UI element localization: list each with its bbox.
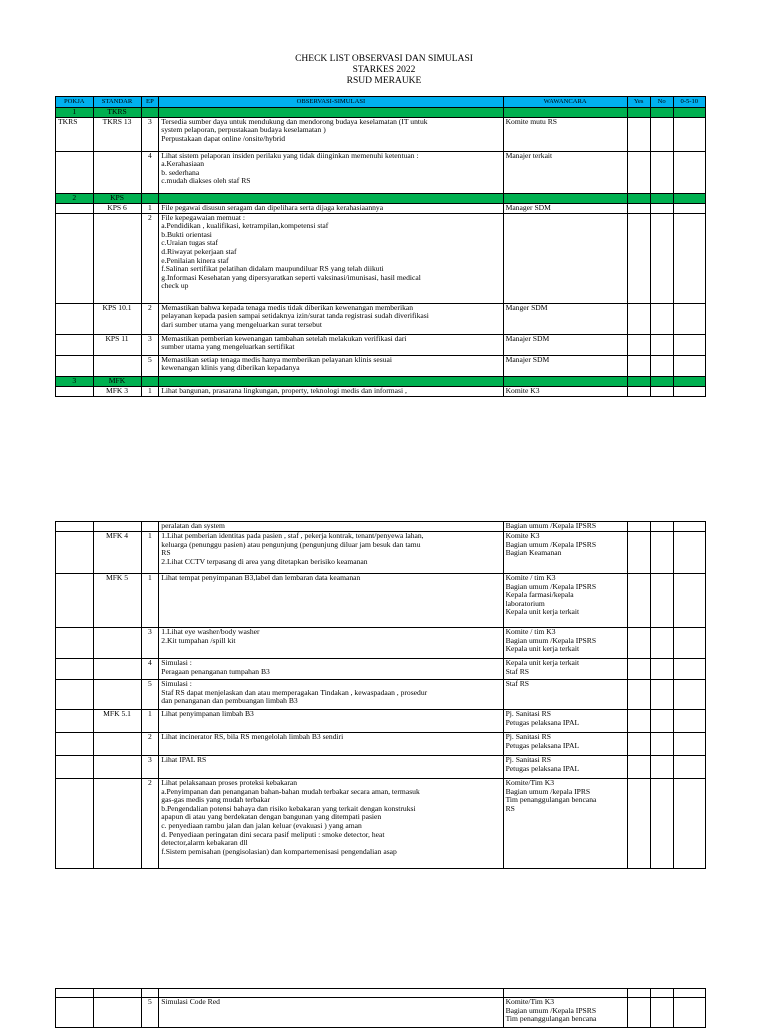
title-line-2: STARKES 2022 (352, 65, 416, 75)
ep-cell: 5 (141, 998, 159, 1028)
score-cell[interactable] (673, 355, 705, 376)
yes-checkbox-cell[interactable] (627, 779, 650, 869)
yes-checkbox-cell[interactable] (627, 628, 650, 659)
table-row (56, 213, 706, 303)
yes-checkbox-cell[interactable] (627, 756, 650, 779)
observasi-cell (159, 117, 503, 151)
observasi-cell: peralatan dan system (159, 522, 503, 532)
observasi-cell (159, 680, 503, 710)
section-number: 2 (56, 193, 94, 203)
observasi-cell: File pegawai disusun seragam dan dipelihara serta dijaga kerahasiaannya (159, 203, 503, 213)
section-row-kps (56, 193, 706, 203)
text-line: Bagian umum /Kepala IPSRS (505, 1005, 597, 1015)
text-line: d. Penyediaan peringatan dini secara pasif meliputi : smoke detector, heat (161, 829, 385, 839)
no-checkbox-cell[interactable] (650, 574, 673, 628)
yes-checkbox-cell[interactable] (627, 574, 650, 628)
text-line: Pj. Sanitasi RS (505, 755, 551, 764)
col-header-ep: EP (141, 97, 159, 108)
text-line: g.Informasi Kesehatan yang dipersyaratkan seperti vaksinasi/imunisasi, hasil medical (161, 272, 421, 282)
table-row (56, 756, 706, 779)
table-row (56, 733, 706, 756)
observasi-cell (159, 334, 503, 355)
no-checkbox-cell[interactable] (650, 386, 673, 396)
col-header-no: No (650, 97, 673, 108)
checklist-table-page-2 (55, 521, 706, 869)
wawancara-cell: Manajer SDM (503, 355, 627, 376)
text-line: Bagian umum /kepala IPRS (505, 786, 591, 796)
text-line: Lihat sistem pelaporan insiden perilaku yang tidak diinginkan memenuhi ketentuan : (161, 151, 419, 160)
standar-cell: MFK 3 (93, 386, 141, 396)
text-line: c. penyediaan rambu jalan dan jalan keluar (evakuasi ) yang aman (161, 820, 362, 830)
yes-checkbox-cell[interactable] (627, 710, 650, 733)
observasi-cell: Lihat tempat penyimpanan B3,label dan lembaran data keamanan (159, 574, 503, 628)
text-line: dari sumber utama yang mengeluarkan surat tersebut (161, 319, 322, 329)
text-line: RS (161, 548, 171, 558)
text-line: 1.Lihat pemberian identitas pada pasien , staf , pekerja kontrak, tenant/penyewa lahan, (161, 531, 424, 540)
wawancara-cell (503, 532, 627, 574)
text-line: laboratorium (505, 598, 545, 608)
yes-checkbox-cell[interactable] (627, 334, 650, 355)
ep-cell: 1 (141, 532, 159, 574)
observasi-cell (159, 213, 503, 303)
text-line: c.mudah diakses oleh staf RS (161, 176, 251, 186)
text-line: Staf RS (505, 666, 529, 676)
text-line: gas-gas medis yang mudah terbakar (161, 795, 271, 805)
text-line: Tim penanggulangan bencana (505, 795, 597, 805)
col-header-pokja: POKJA (56, 97, 94, 108)
text-line: Pj. Sanitasi RS (505, 709, 551, 718)
no-checkbox-cell[interactable] (650, 532, 673, 574)
col-header-standar: STANDAR (93, 97, 141, 108)
no-checkbox-cell[interactable] (650, 334, 673, 355)
observasi-cell (159, 355, 503, 376)
no-checkbox-cell[interactable] (650, 522, 673, 532)
table-row (56, 710, 706, 733)
table-row (56, 334, 706, 355)
ep-cell: 5 (141, 355, 159, 376)
section-number: 1 (56, 108, 94, 118)
pokja-cell: TKRS (56, 117, 94, 151)
ep-cell: 1 (141, 203, 159, 213)
text-line: Kepala unit kerja terkait (505, 644, 580, 654)
table-row (56, 386, 706, 396)
section-row-mfk (56, 376, 706, 386)
table-row (56, 779, 706, 869)
text-line: Perpustakaan dapat online /onsite/hybrid (161, 133, 286, 143)
table-row (56, 303, 706, 334)
col-header-yes: Yes (627, 97, 650, 108)
text-line: Petugas pelaksana IPAL (505, 717, 580, 727)
text-line: Simulasi : (161, 679, 192, 688)
wawancara-cell (503, 779, 627, 869)
col-header-observasi: OBSERVASI-SIMULASI (159, 97, 503, 108)
standar-cell: KPS 11 (93, 334, 141, 355)
table-row (56, 574, 706, 628)
table-row (56, 532, 706, 574)
text-line: f.Salinan sertifikat pelatihan didalam maupundiluar RS yang telah diikuti (161, 264, 384, 274)
no-checkbox-cell[interactable] (650, 756, 673, 779)
score-cell[interactable] (673, 998, 705, 1028)
no-checkbox-cell[interactable] (650, 680, 673, 710)
score-cell[interactable] (673, 522, 705, 532)
text-line: c.Uraian tugas staf (161, 238, 218, 248)
text-line: RS (505, 803, 515, 813)
score-cell[interactable] (673, 203, 705, 213)
yes-checkbox-cell[interactable] (627, 680, 650, 710)
doc-title (0, 54, 768, 87)
yes-checkbox-cell[interactable] (627, 998, 650, 1028)
no-checkbox-cell[interactable] (650, 779, 673, 869)
text-line: Pj. Sanitasi RS (505, 732, 551, 741)
section-number: 3 (56, 376, 94, 386)
ep-cell: 3 (141, 334, 159, 355)
ep-cell: 3 (141, 117, 159, 151)
text-line: Bagian Keamanan (505, 548, 562, 558)
ep-cell: 2 (141, 213, 159, 303)
wawancara-cell (503, 574, 627, 628)
section-name: KPS (93, 193, 141, 203)
standar-cell: KPS 10.1 (93, 303, 141, 334)
observasi-cell: Simulasi Code Red (159, 998, 503, 1028)
no-checkbox-cell[interactable] (650, 117, 673, 151)
score-cell[interactable] (673, 213, 705, 303)
yes-checkbox-cell[interactable] (627, 303, 650, 334)
text-line: apapun di atau yang berdekatan dengan bangunan yang ditempati pasien (161, 812, 382, 822)
score-cell[interactable] (673, 303, 705, 334)
text-line: Staf RS dapat menjelaskan dan atau memperagakan Tindakan , kewaspadaan , prosedur (161, 687, 428, 697)
text-line: detector,alarm kebakaran dll (161, 838, 248, 848)
ep-cell: 5 (141, 680, 159, 710)
no-checkbox-cell[interactable] (650, 628, 673, 659)
standar-cell: KPS 6 (93, 203, 141, 213)
text-line: Memastikan pemberian kewenangan tambahan setelah melakukan verifikasi dari (161, 334, 407, 343)
col-header-score: 0-5-10 (673, 97, 705, 108)
wawancara-cell: Manger SDM (503, 303, 627, 334)
text-line: system pelaporan, perpustakaan budaya keselamatan ) (161, 125, 326, 135)
no-checkbox-cell[interactable] (650, 213, 673, 303)
score-cell[interactable] (673, 733, 705, 756)
text-line: Tersedia sumber daya untuk mendukung dan mendorong budaya keselamatan (IT untuk (161, 117, 428, 126)
yes-checkbox-cell[interactable] (627, 532, 650, 574)
text-line: Petugas pelaksana IPAL (505, 763, 580, 773)
no-checkbox-cell[interactable] (650, 303, 673, 334)
score-cell[interactable] (673, 532, 705, 574)
text-line: dan penanganan dan pembuangan limbah B3 (161, 696, 298, 706)
observasi-cell: Lihat incinerator RS, bila RS mengelolah limbah B3 sendiri (159, 733, 503, 756)
wawancara-cell (503, 628, 627, 659)
score-cell[interactable] (673, 151, 705, 193)
standar-cell: MFK 5.1 (93, 710, 141, 733)
text-line: Bagian umum /Kepala IPSRS (505, 635, 597, 645)
yes-checkbox-cell[interactable] (627, 117, 650, 151)
text-line: Kepala unit kerja terkait (505, 607, 580, 617)
title-line-1: CHECK LIST OBSERVASI DAN SIMULASI (295, 54, 473, 64)
text-line: File kepegawaian memuat : (161, 213, 245, 222)
checklist-table-page-1 (55, 96, 706, 397)
text-line: kewenangan klinis yang diberikan kepadanya (161, 363, 300, 373)
no-checkbox-cell[interactable] (650, 659, 673, 680)
table-row (56, 989, 706, 998)
text-line: a.Penyimpanan dan penanganan bahan-bahan mudah terbakar secara aman, termasuk (161, 786, 420, 796)
score-cell[interactable] (673, 386, 705, 396)
text-line: Komite K3 (505, 531, 540, 540)
table-row (56, 522, 706, 532)
text-line: Peragaan penanganan tumpahan B3 (161, 666, 270, 676)
text-line: f.Sistem pemisahan (pengisolasian) dan kompartemenisasi pengendalian asap (161, 846, 397, 856)
score-cell[interactable] (673, 334, 705, 355)
text-line: Komite / tim K3 (505, 573, 556, 582)
title-line-3: RSUD MERAUKE (346, 76, 422, 86)
ep-cell: 1 (141, 710, 159, 733)
table-row (56, 659, 706, 680)
score-cell[interactable] (673, 574, 705, 628)
text-line: Lihat pelaksanaan proses proteksi kebakaran (161, 778, 298, 787)
yes-checkbox-cell[interactable] (627, 522, 650, 532)
wawancara-cell: Komite mutu RS (503, 117, 627, 151)
observasi-cell (159, 151, 503, 193)
ep-cell: 1 (141, 386, 159, 396)
no-checkbox-cell[interactable] (650, 733, 673, 756)
no-checkbox-cell[interactable] (650, 355, 673, 376)
standar-cell: TKRS 13 (93, 117, 141, 151)
text-line: 2.Lihat CCTV terpasang di area yang ditetapkan berisiko keamanan (161, 556, 368, 566)
yes-checkbox-cell[interactable] (627, 733, 650, 756)
ep-cell: 4 (141, 659, 159, 680)
text-line: Komite/Tim K3 (505, 997, 555, 1006)
score-cell[interactable] (673, 779, 705, 869)
section-row-tkrs (56, 108, 706, 118)
yes-checkbox-cell[interactable] (627, 659, 650, 680)
table-header-row (56, 97, 706, 108)
table-row (56, 628, 706, 659)
ep-cell: 2 (141, 779, 159, 869)
observasi-cell (159, 628, 503, 659)
text-line: Simulasi : (161, 658, 192, 667)
text-line: Bagian umum /Kepala IPSRS (505, 581, 597, 591)
wawancara-cell (503, 659, 627, 680)
no-checkbox-cell[interactable] (650, 203, 673, 213)
wawancara-cell (503, 710, 627, 733)
text-line: Tim penanggulangan bencana (505, 1014, 597, 1024)
text-line: b. sederhana (161, 167, 200, 177)
ep-cell: 1 (141, 574, 159, 628)
wawancara-cell (503, 998, 627, 1028)
no-checkbox-cell[interactable] (650, 998, 673, 1028)
wawancara-cell: Manajer terkait (503, 151, 627, 193)
text-line: Memastikan setiap tenaga medis hanya memberikan pelayanan klinis sesuai (161, 355, 392, 364)
text-line: Komite/Tim K3 (505, 778, 555, 787)
yes-checkbox-cell[interactable] (627, 203, 650, 213)
score-cell[interactable] (673, 117, 705, 151)
score-cell[interactable] (673, 659, 705, 680)
table-row (56, 680, 706, 710)
table-row (56, 151, 706, 193)
text-line: Komite / tim K3 (505, 627, 556, 636)
text-line: 2.Kit tumpahan /spill kit (161, 635, 236, 645)
text-line: e.Penilaian kinera staf (161, 255, 229, 265)
ep-cell: 4 (141, 151, 159, 193)
text-line: check up (161, 281, 189, 291)
standar-cell: MFK 5 (93, 574, 141, 628)
score-cell[interactable] (673, 680, 705, 710)
text-line: Petugas pelaksana IPAL (505, 740, 580, 750)
no-checkbox-cell[interactable] (650, 151, 673, 193)
text-line: a.Pendidikan , kualifikasi, ketrampilan,kompetensi staf (161, 221, 329, 231)
wawancara-cell: Staf RS (503, 680, 627, 710)
text-line: b.Bukti orientasi (161, 229, 212, 239)
table-row (56, 203, 706, 213)
yes-checkbox-cell[interactable] (627, 213, 650, 303)
yes-checkbox-cell[interactable] (627, 355, 650, 376)
observasi-cell: Lihat penyimpanan limbah B3 (159, 710, 503, 733)
no-checkbox-cell[interactable] (650, 710, 673, 733)
wawancara-cell: Komite K3 (503, 386, 627, 396)
yes-checkbox-cell[interactable] (627, 386, 650, 396)
wawancara-cell: Bagian umum /Kepala IPSRS (503, 522, 627, 532)
yes-checkbox-cell[interactable] (627, 151, 650, 193)
ep-cell: 2 (141, 303, 159, 334)
observasi-cell (159, 532, 503, 574)
text-line: Kepala farmasi/kepala (505, 590, 574, 600)
text-line: Kepala unit kerja terkait (505, 658, 580, 667)
text-line: keluarga (penunggu pasien) atau pengunjung (pengunjung diluar jam besuk dan tamu (161, 539, 421, 549)
observasi-cell (159, 659, 503, 680)
wawancara-cell (503, 733, 627, 756)
wawancara-cell (503, 756, 627, 779)
observasi-cell (159, 779, 503, 869)
observasi-cell: Lihat IPAL RS (159, 756, 503, 779)
text-line: Bagian umum /Kepala IPSRS (505, 539, 597, 549)
text-line: 1.Lihat eye washer/body washer (161, 627, 260, 636)
table-row (56, 998, 706, 1028)
table-row (56, 117, 706, 151)
checklist-table-page-3 (55, 988, 706, 1028)
wawancara-cell: Manager SDM (503, 203, 627, 213)
section-name: TKRS (93, 108, 141, 118)
table-row (56, 355, 706, 376)
text-line: pelayanan kepada pasien sampai setidaknya izin/surat tanda registrasi sudah diverifikasi (161, 311, 429, 321)
wawancara-cell: Manajer SDM (503, 334, 627, 355)
section-name: MFK (93, 376, 141, 386)
text-line: a.Kerahasiaan (161, 159, 205, 169)
observasi-cell (159, 303, 503, 334)
ep-cell: 3 (141, 756, 159, 779)
text-line: b.Pengendalian potensi bahaya dan risiko kebakaran yang terkait dengan konstruksi (161, 803, 416, 813)
observasi-cell: Lihat bangunan, prasarana lingkungan, property, teknologi medis dan informasi , (159, 386, 503, 396)
score-cell[interactable] (673, 628, 705, 659)
col-header-wawancara: WAWANCARA (503, 97, 627, 108)
score-cell[interactable] (673, 710, 705, 733)
standar-cell: MFK 4 (93, 532, 141, 574)
text-line: sumber utama yang mengeluarkan sertifikat (161, 342, 295, 352)
text-line: d.Riwayat pekerjaan staf (161, 246, 237, 256)
ep-cell: 2 (141, 733, 159, 756)
score-cell[interactable] (673, 756, 705, 779)
ep-cell: 3 (141, 628, 159, 659)
text-line: Memastikan bahwa kepada tenaga medis tidak diberikan kewenangan memberikan (161, 303, 414, 312)
